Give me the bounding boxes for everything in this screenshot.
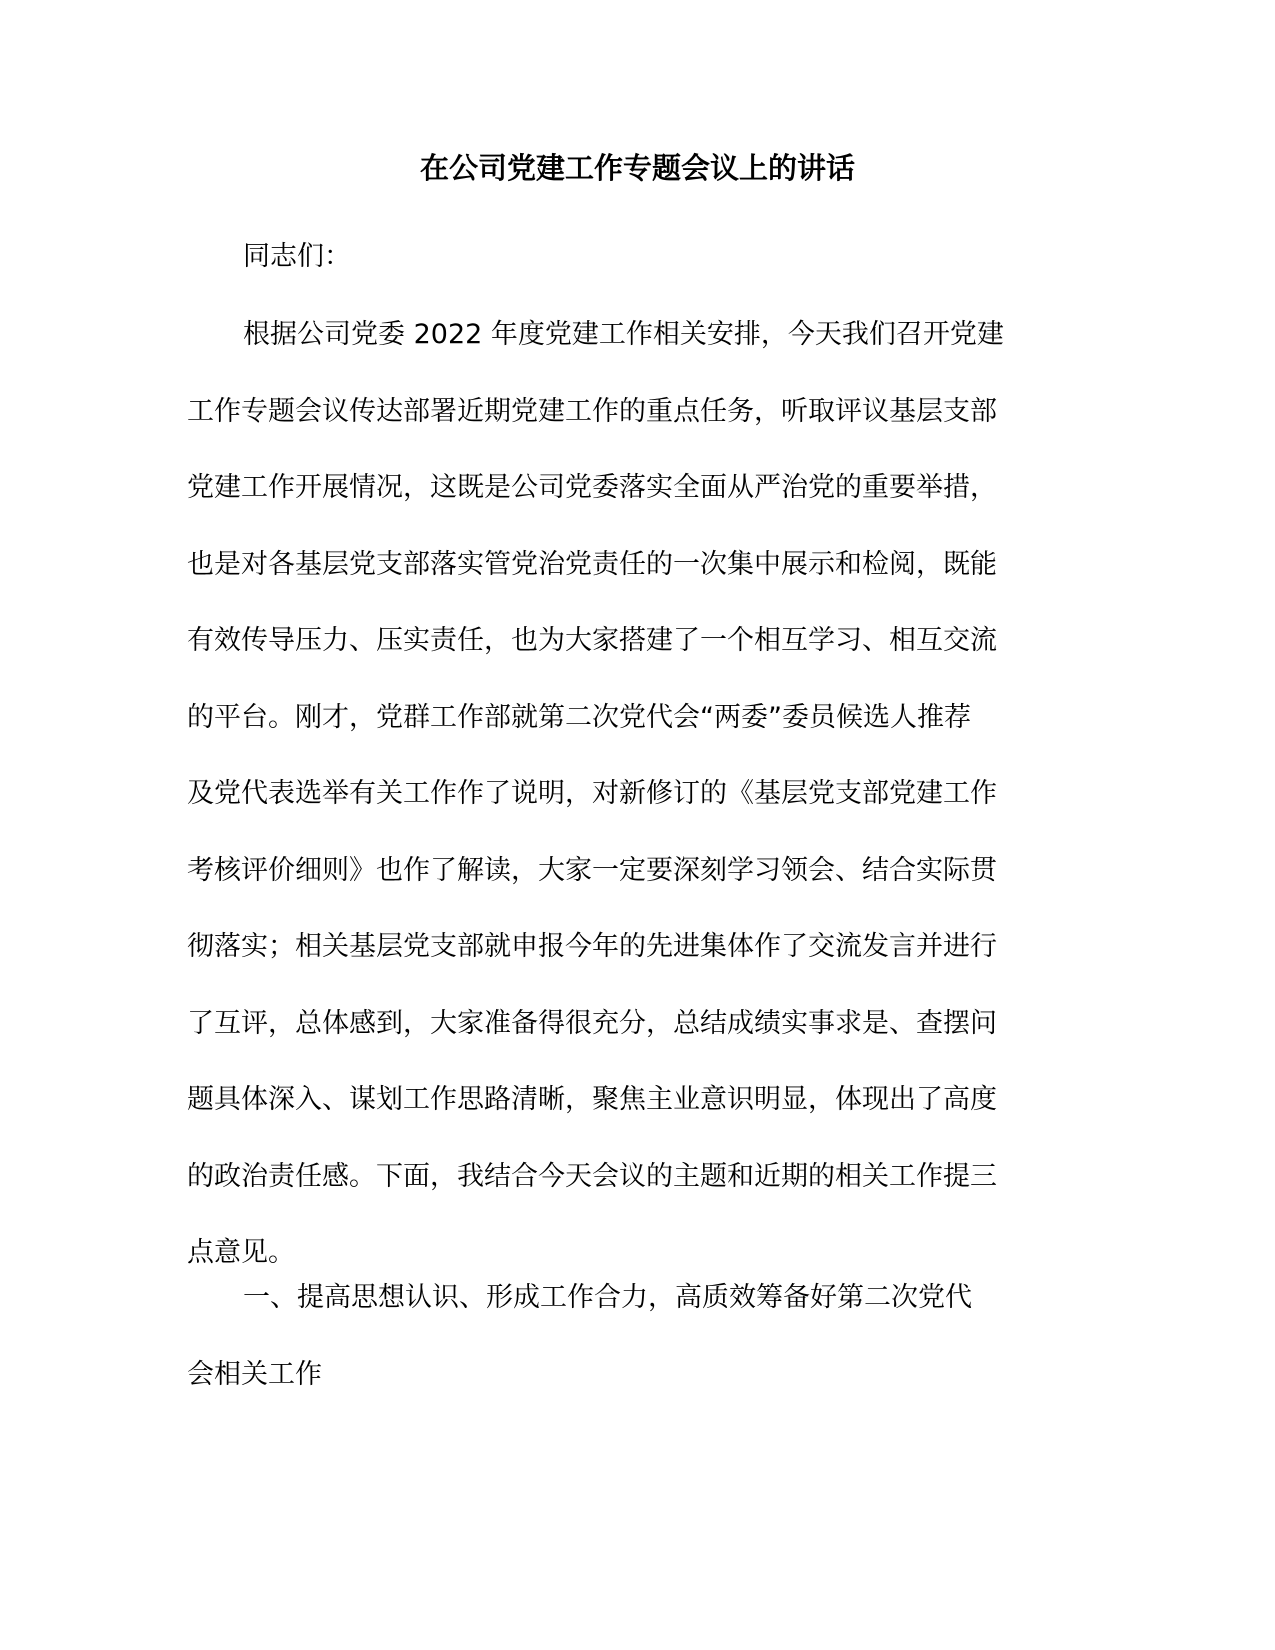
section-heading-line: 会相关工作: [187, 1358, 322, 1390]
paragraph-line: 的平台。刚才，党群工作部就第二次党代会“两委”委员候选人推荐: [187, 701, 971, 733]
salutation: 同志们：: [243, 241, 351, 272]
paragraph-line: 党建工作开展情况，这既是公司党委落实全面从严治党的重要举措，: [187, 472, 997, 503]
paragraph-line: 工作专题会议传达部署近期党建工作的重点任务，听取评议基层支部: [187, 395, 997, 427]
paragraph-line: 彻落实；相关基层党支部就申报今年的先进集体作了交流发言并进行: [187, 931, 997, 962]
paragraph-line: 题具体深入、谋划工作思路清晰，聚焦主业意识明显，体现出了高度: [187, 1084, 997, 1115]
section-heading-line: 一、提高思想认识、形成工作合力，高质效筹备好第二次党代: [243, 1282, 972, 1313]
paragraph-line: 了互评，总体感到，大家准备得很充分，总结成绩实事求是、查摆问: [187, 1007, 997, 1039]
paragraph-line: 根据公司党委 2022 年度党建工作相关安排，今天我们召开党建: [243, 319, 1004, 350]
section-heading: [187, 1260, 1057, 1413]
paragraph-line: 点意见。: [187, 1237, 295, 1268]
document-title: 在公司党建工作专题会议上的讲话: [419, 151, 855, 185]
paragraph-line: 考核评价细则》也作了解读，大家一定要深刻学习领会、结合实际贯: [187, 854, 997, 886]
main-paragraph: [187, 297, 1057, 1292]
paragraph-line: 及党代表选举有关工作作了说明，对新修订的《基层党支部党建工作: [187, 778, 997, 809]
paragraph-line: 有效传导压力、压实责任，也为大家搭建了一个相互学习、相互交流: [187, 625, 997, 656]
paragraph-line: 也是对各基层党支部落实管党治党责任的一次集中展示和检阅，既能: [187, 548, 997, 580]
paragraph-line: 的政治责任感。下面，我结合今天会议的主题和近期的相关工作提三: [187, 1160, 997, 1192]
